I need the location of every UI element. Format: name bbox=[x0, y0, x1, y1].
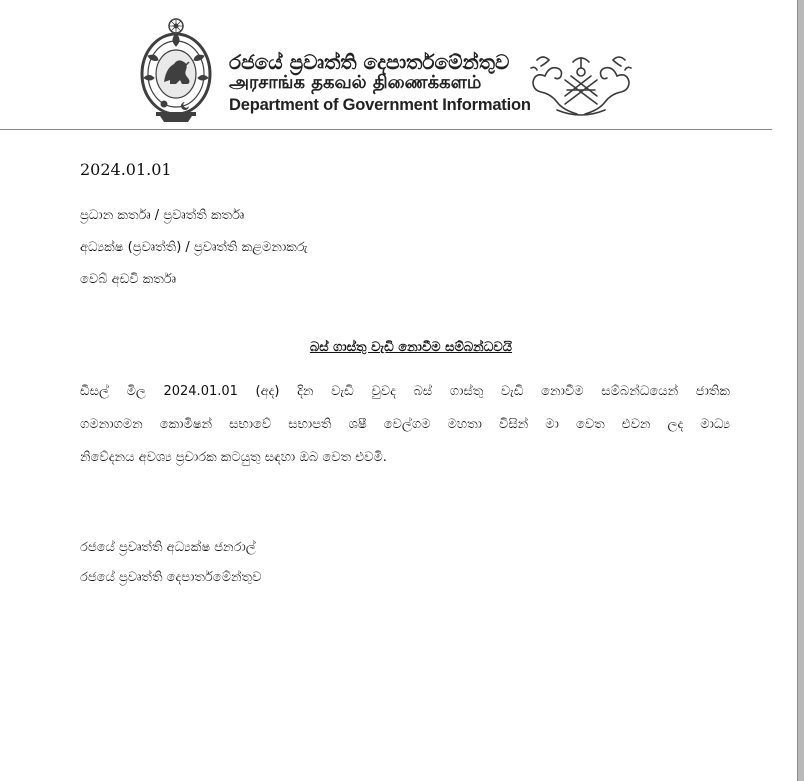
addressee-line: ප්‍රධාන කර්තෘ / ප්‍රවෘත්ති කර්තෘ bbox=[80, 208, 245, 223]
letter-subject bbox=[0, 337, 798, 359]
window-scroll-edge bbox=[798, 0, 804, 781]
body-line: නිවේදනය අවශ්‍ය ප්‍රචාරක කටයුතු සඳහා ඔබ වෙත එවමි. bbox=[80, 450, 387, 465]
addressee-line: අධ්‍යක්ෂ (ප්‍රවෘත්ති) / ප්‍රවෘත්ති කළමනාකරු bbox=[80, 240, 308, 255]
letterhead-divider bbox=[0, 129, 772, 130]
department-names bbox=[229, 50, 529, 115]
body-line: ඩීසල් මිල 2024.01.01 (අද) දින වැඩි වුවද බස් ගාස්තු වැඩි නොවීම සම්බන්ධයෙන් ජාතික bbox=[80, 384, 730, 399]
sri-lanka-emblem-icon bbox=[138, 16, 214, 124]
subject-text: බස් ගාස්තු වැඩි නොවීම සම්බන්ධවයි bbox=[309, 340, 513, 355]
signatory-department: රජයේ ප්‍රවෘත්ති දෙපාර්තමේන්තුව bbox=[80, 570, 262, 585]
department-name-tamil: அரசாங்க தகவல் திணைக்களம் bbox=[229, 72, 482, 93]
department-swan-logo-icon bbox=[527, 50, 635, 120]
body-line: ගමනාගමන කොමිෂන් සභාවේ සභාපති ශෂී වෙල්ගම මහතා විසින් මා වෙත එවන ලද මාධ්‍ය bbox=[80, 417, 730, 432]
letterhead bbox=[0, 0, 798, 132]
addressee-line: වෙබ් අඩවි කර්තෘ bbox=[80, 272, 176, 287]
letter-date: 2024.01.01 bbox=[80, 160, 172, 179]
signature-block bbox=[80, 537, 261, 597]
letter-body bbox=[80, 380, 730, 479]
department-name-sinhala: රජයේ ප්‍රවෘත්ති දෙපාර්තමේන්තුව bbox=[229, 50, 510, 74]
department-name-english: Department of Government Information bbox=[229, 96, 531, 114]
addressee-list bbox=[80, 205, 308, 301]
signatory-title: රජයේ ප්‍රවෘත්ති අධ්‍යක්ෂ ජනරාල් bbox=[80, 540, 256, 555]
